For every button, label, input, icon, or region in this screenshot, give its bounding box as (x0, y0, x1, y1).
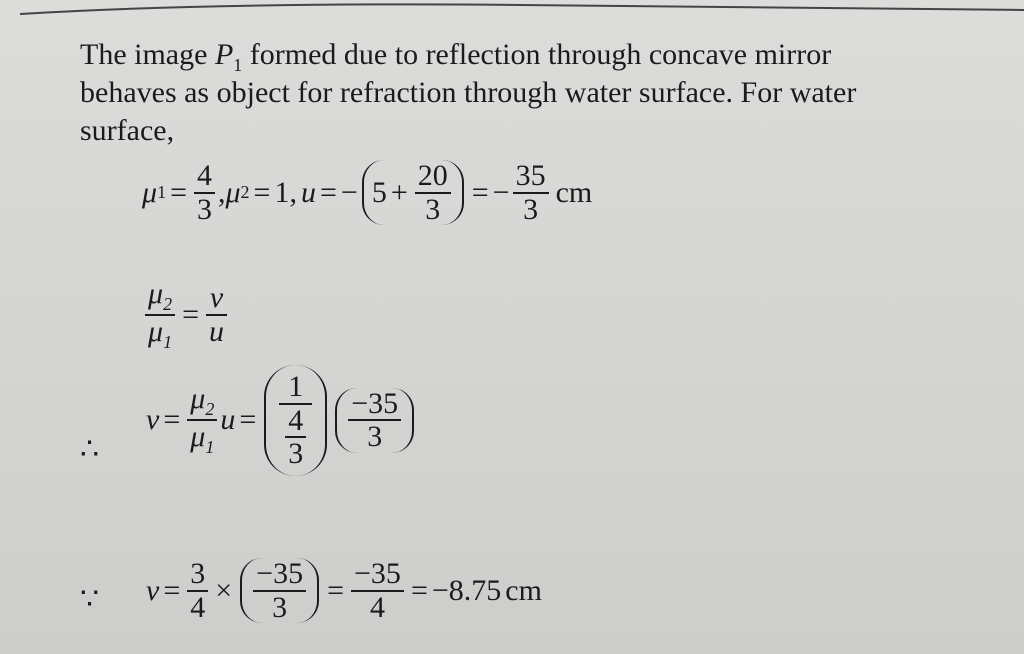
plus-sign: + (390, 175, 408, 209)
parenthesis-group (240, 558, 319, 623)
fraction-20-3 (415, 160, 451, 225)
text-line-3 (80, 114, 174, 148)
subscript: 1 (157, 182, 167, 202)
denominator: 3 (425, 192, 441, 226)
denominator: 3 (523, 192, 539, 226)
equation-ratio (142, 278, 230, 352)
value: 1 (274, 175, 290, 209)
equals-sign: = (319, 175, 337, 209)
u-symbol: u (220, 403, 236, 437)
equals-sign: = (182, 297, 199, 331)
equals-sign: = (239, 403, 257, 437)
numerator: 20 (417, 159, 448, 192)
fraction-4-3 (194, 160, 215, 225)
numerator: 35 (515, 159, 546, 192)
denominator: 4 (190, 590, 206, 624)
result-value: −8.75 (431, 573, 502, 607)
denominator: 3 (288, 437, 304, 470)
numerator: 1 (288, 370, 304, 403)
subscript: 1 (163, 331, 173, 352)
value: 5 (371, 175, 387, 209)
numerator: 3 (190, 557, 206, 590)
equals-sign: = (253, 175, 271, 209)
equals-sign: = (327, 573, 345, 607)
parenthesis-group (335, 388, 414, 453)
mu-symbol: μ (190, 382, 206, 416)
denominator (187, 421, 217, 457)
text-line-2 (80, 76, 856, 110)
denominator: 3 (196, 192, 212, 226)
p1-subscript: 1 (233, 55, 243, 75)
comma: , (217, 175, 226, 209)
numerator (187, 383, 217, 419)
decorative-curve (0, 0, 1024, 20)
v-symbol: v (146, 573, 160, 607)
fraction-mu2-mu1 (187, 383, 217, 457)
mu-symbol: μ (148, 277, 164, 310)
mu-symbol: μ (148, 314, 164, 348)
fraction-3-4 (187, 558, 208, 623)
fraction-neg35-3 (253, 558, 306, 623)
denominator: 4 (369, 590, 385, 624)
comma: , (289, 175, 297, 209)
therefore-symbol: ∴ (80, 433, 100, 466)
p1-symbol: P (214, 38, 234, 71)
equals-sign: = (163, 573, 181, 607)
denominator (279, 405, 312, 470)
numerator (145, 278, 175, 314)
fraction-neg35-4 (351, 558, 404, 623)
denominator: 3 (272, 590, 288, 624)
because-symbol: ∵ (80, 583, 100, 616)
equals-sign: = (170, 175, 187, 209)
subscript: 2 (205, 399, 215, 420)
text-segment: The image (80, 38, 215, 71)
fraction-v-u (206, 282, 227, 347)
numerator: −35 (351, 386, 399, 420)
equation-values (142, 160, 592, 225)
times-sign: × (215, 573, 233, 607)
subscript: 1 (205, 437, 215, 458)
equals-sign: = (471, 175, 489, 209)
mu-symbol: μ (142, 175, 158, 209)
subscript: 2 (163, 294, 173, 314)
parenthesis-group (362, 160, 464, 225)
denominator: 3 (367, 420, 383, 454)
numerator: 4 (196, 159, 212, 192)
u-symbol: u (300, 175, 316, 209)
unit: cm (555, 175, 593, 209)
numerator: v (209, 281, 224, 315)
parenthesis-group (264, 365, 327, 476)
equals-sign: = (163, 403, 181, 437)
denominator (145, 316, 175, 352)
fraction-35-3 (513, 160, 549, 225)
minus-sign: − (340, 175, 358, 209)
text-segment: formed due to reflection through concave mirror (242, 38, 832, 71)
mu-symbol: μ (190, 420, 206, 454)
equation-v-expression (146, 365, 418, 476)
equation-result (146, 558, 542, 623)
text-segment: behaves as object for refraction through water surface. For water (80, 76, 857, 109)
text-segment: surface, (80, 114, 175, 147)
mu-symbol: μ (225, 175, 241, 209)
denominator: u (208, 314, 224, 348)
fraction-4-3 (285, 405, 306, 470)
equals-sign: = (410, 573, 428, 607)
v-symbol: v (146, 403, 160, 437)
subscript: 2 (240, 182, 250, 202)
fraction-neg35-3 (348, 388, 401, 453)
numerator: −35 (256, 557, 304, 590)
numerator: −35 (354, 557, 401, 590)
numerator: 4 (288, 403, 304, 437)
unit: cm (505, 573, 542, 607)
minus-sign: − (492, 175, 510, 209)
fraction-mu2-mu1 (145, 278, 175, 352)
fraction-1-over-4-3 (279, 371, 312, 470)
